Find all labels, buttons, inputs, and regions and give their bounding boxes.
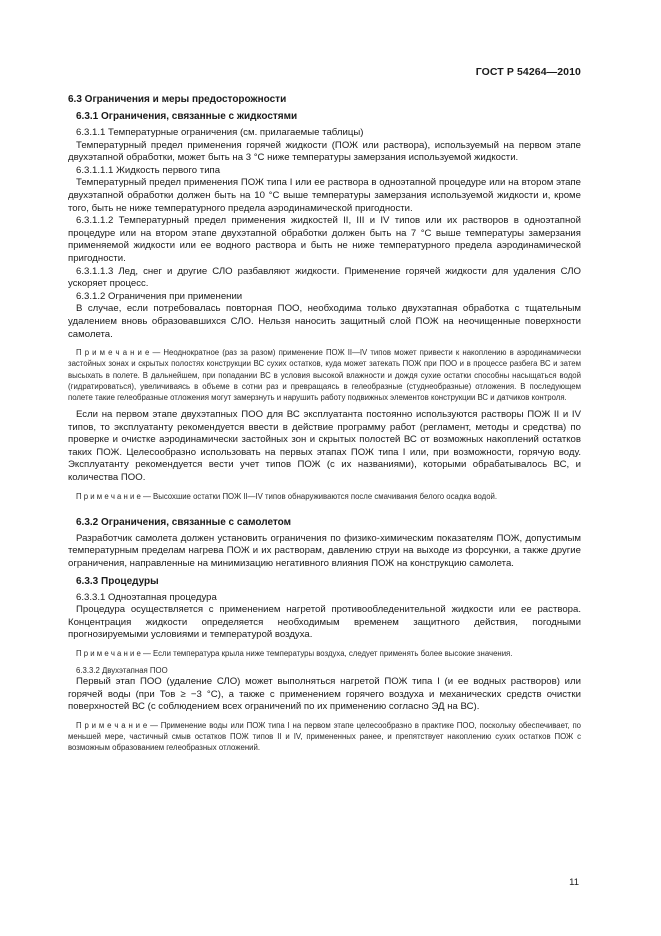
paragraph-6-3-1-1-body: Температурный предел применения горячей жидкости (ПОЖ или раствора), используемый на первом этапе двухэтапной обработки, может быть на 3 °С ниже температуры замерзания используемой жидкости. [68,139,581,164]
paragraph-6-3-3-1-body: Процедура осуществляется с применением нагретой противообледенительной жидкости или ее раствора. Концентрация жидкости определяется необходимым временем защитного действия, погодными прогнозируемыми условиями и температурой воздуха. [68,604,581,641]
paragraph-6-3-1-1-2: 6.3.1.1.2 Температурный предел применения жидкостей II, III и IV типов или их растворов в одноэтапной процедуре или на втором этапе двухэтапной обработки должен быть на 7 °С выше температуры замерзания применяемой жидкости или ее водного раствора и быть не ниже температурного предела аэродинамической пригодности. [68,215,581,264]
paragraph-6-3-3-2-heading: 6.3.3.2 Двухэтапная ПОО [76,666,168,676]
paragraph-6-3-3-2-body: Первый этап ПОО (удаление СЛО) может выполняться нагретой ПОЖ типа I (и ее водных растворов) или горячей воды (при Тов ≥ −3 °С), а также с применением горячего воздуха и механических средств очистки поверхностей ВС (с соблюдением всех ограничений по их применению согласно ЭД на ВС). [68,676,581,713]
page-number: 11 [569,877,579,888]
paragraph-6-3-1-1-1-heading: 6.3.1.1.1 Жидкость первого типа [76,164,221,176]
standard-header: ГОСТ Р 54264—2010 [475,66,581,78]
subsection-title-6-3-1: 6.3.1 Ограничения, связанные с жидкостями [76,111,298,122]
note-1: П р и м е ч а н и е — Неоднократное (раз за разом) применение ПОЖ II—IV типов может привести к накоплению в аэродинамически застойных зонах и скрытых полостях конструкции ВС сухих остатков, куда может затекать ПОЖ при ПОО и в процессе разбега ВС и затем высыхать в полете. В дальнейшем, при попадании ВС в условия высокой влажности и дождя сухие остатки способны насыщаться водой (гидратироваться), увеличиваясь в объеме в сотни раз и превращаясь в гелеобразные (студнеобразные) отложения. В последующем полете такие гелеобразные отложения могут замерзнуть и нарушить работу подвижных элементов конструкции ВС и датчиков контроля. [68,348,581,402]
subsection-title-6-3-3: 6.3.3 Процедуры [76,575,159,587]
subsection-title-6-3-2: 6.3.2 Ограничения, связанные с самолетом [76,516,292,528]
paragraph-6-3-1-2-heading: 6.3.1.2 Ограничения при применении [76,290,243,302]
paragraph-6-3-2: Разработчик самолета должен установить ограничения по физико-химическим показателям ПОЖ, допустимым температурным пределам нагрева ПОЖ и их растворам, давлению струи на выходе из форсунки, а также другие ограничения, направленные на минимизацию негативного влияния ПОЖ на конструкцию самолета. [68,532,581,570]
page-content [68,93,581,754]
note-4: П р и м е ч а н и е — Применение воды или ПОЖ типа I на первом этапе целесообразно в практике ПОО, поскольку обеспечивает, по меньшей мере, частичный смыв остатков ПОЖ типов II и IV, примененных ранее, и препятствует накоплению сухих остатков ПОЖ с возможным образованием гелеобразных отложений. [68,721,581,753]
paragraph-6-3-3-1-heading: 6.3.3.1 Одноэтапная процедура [76,591,217,603]
paragraph-operator-recommendation: Если на первом этапе двухэтапных ПОО для ВС эксплуатанта постоянно используются растворы ПОЖ II и IV типов, то эксплуатанту рекомендуется ввести в действие программу работ (регламент, методы и средства) по проверке и очистке аэродинамически застойных зон и скрытых полостей ВС от возможных накоплений остатков таких ПОЖ. Целесообразно использовать на первых этапах ПОЖ типа I или, при возможности, горячую воду. Эксплуатанту рекомендуется вести учет типов ПОЖ (с их названиями), которыми обрабатывалось ВС, и количества ПОО. [68,409,581,484]
paragraph-6-3-1-2-body: В случае, если потребовалась повторная ПОО, необходима только двухэтапная обработка с тщательным удалением вновь образовавшихся СЛО. Нельзя наносить защитный слой ПОЖ на неочищенные поверхности самолета. [68,303,581,340]
note-2: П р и м е ч а н и е — Высохшие остатки ПОЖ II—IV типов обнаруживаются после смачивания белого осадка водой. [76,491,498,501]
section-title-6-3: 6.3 Ограничения и меры предосторожности [68,94,287,105]
paragraph-6-3-1-1-3: 6.3.1.1.3 Лед, снег и другие СЛО разбавляют жидкости. Применение горячей жидкости для удаления СЛО ускоряет процесс. [68,265,581,290]
paragraph-6-3-1-1-1-body: Температурный предел применения ПОЖ типа I или ее раствора в одноэтапной процедуре или на втором этапе двухэтапной обработки должен быть на 10 °С выше температуры замерзания используемой жидкости и, кроме того, быть не ниже температурного предела аэродинамической пригодности. [68,177,581,214]
paragraph-6-3-1-1-heading: 6.3.1.1 Температурные ограничения (см. прилагаемые таблицы) [76,127,364,138]
note-3: П р и м е ч а н и е — Если температура крыла ниже температуры воздуха, следует применять более высокие значения. [76,649,513,659]
